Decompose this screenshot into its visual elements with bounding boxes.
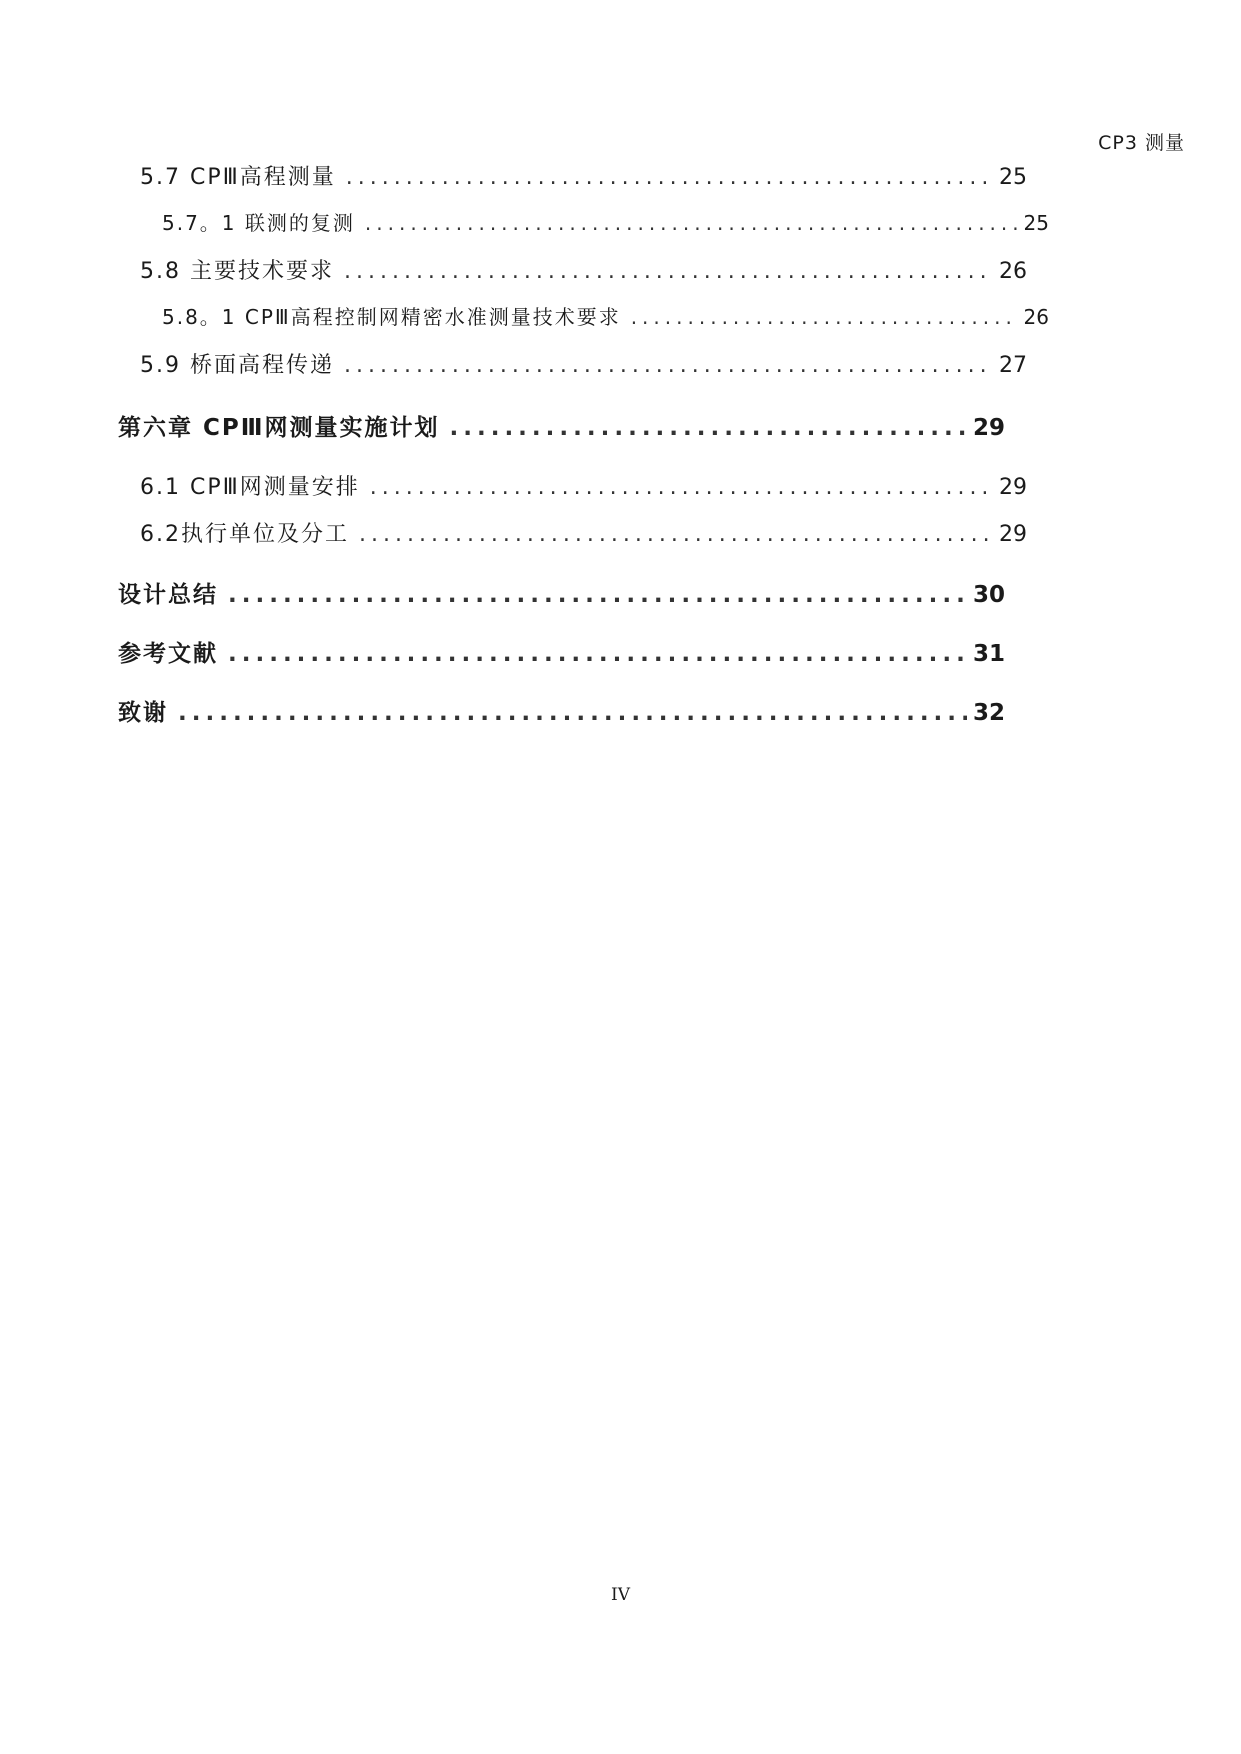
toc-entry[interactable] bbox=[118, 207, 1049, 236]
dot-leader bbox=[631, 305, 1018, 329]
toc-entry-label: 致谢 bbox=[118, 700, 168, 726]
toc-entry-label: 5.8。1 CPⅢ高程控制网精密水准测量技术要求 bbox=[162, 305, 621, 329]
dot-leader bbox=[346, 165, 993, 190]
toc-entry-page: 29 bbox=[999, 522, 1027, 547]
dot-leader bbox=[228, 582, 967, 608]
dot-leader bbox=[359, 522, 993, 547]
toc-entry-label: 第六章 CPⅢ网测量实施计划 bbox=[118, 415, 440, 441]
toc-entry[interactable] bbox=[118, 301, 1049, 330]
dot-leader bbox=[228, 641, 967, 667]
toc-entry[interactable] bbox=[118, 694, 1005, 727]
toc-entry-page: 27 bbox=[999, 353, 1027, 378]
toc-entry-page: 29 bbox=[999, 475, 1027, 500]
toc-entry-page: 29 bbox=[972, 415, 1005, 441]
toc-entry[interactable] bbox=[118, 160, 1027, 191]
toc-entry-label: 6.1 CPⅢ网测量安排 bbox=[140, 475, 360, 500]
toc-entry-label: 5.9 桥面高程传递 bbox=[140, 353, 334, 378]
toc-entry-label: 5.8 主要技术要求 bbox=[140, 259, 334, 284]
toc-entry-label: 参考文献 bbox=[118, 641, 218, 667]
toc-entry[interactable] bbox=[118, 254, 1027, 285]
dot-leader bbox=[178, 700, 967, 726]
toc-entry[interactable] bbox=[118, 635, 1005, 668]
page-number: IV bbox=[611, 1585, 630, 1605]
toc-entry[interactable] bbox=[118, 470, 1027, 501]
dot-leader bbox=[450, 415, 967, 441]
toc-entry-label: 设计总结 bbox=[118, 582, 218, 608]
toc-entry-page: 30 bbox=[972, 582, 1005, 608]
toc-entry-label: 6.2执行单位及分工 bbox=[140, 522, 349, 547]
toc-entry-page: 26 bbox=[999, 259, 1027, 284]
toc-entry-page: 25 bbox=[1023, 211, 1049, 235]
dot-leader bbox=[344, 259, 993, 284]
toc-entry-page: 26 bbox=[1023, 305, 1049, 329]
toc-entry[interactable] bbox=[118, 576, 1005, 609]
dot-leader bbox=[370, 475, 993, 500]
toc-entry-page: 25 bbox=[999, 165, 1027, 190]
toc-entry-label: 5.7 CPⅢ高程测量 bbox=[140, 165, 336, 190]
toc-entry-label: 5.7。1 联测的复测 bbox=[162, 211, 355, 235]
toc-entry-page: 32 bbox=[972, 700, 1005, 726]
toc-entry[interactable] bbox=[118, 348, 1027, 379]
toc-entry[interactable] bbox=[118, 409, 1005, 442]
toc-entry[interactable] bbox=[118, 517, 1027, 548]
dot-leader bbox=[365, 211, 1018, 235]
dot-leader bbox=[344, 353, 993, 378]
running-header: CP3 测量 bbox=[1098, 132, 1185, 154]
toc-entry-page: 31 bbox=[972, 641, 1005, 667]
